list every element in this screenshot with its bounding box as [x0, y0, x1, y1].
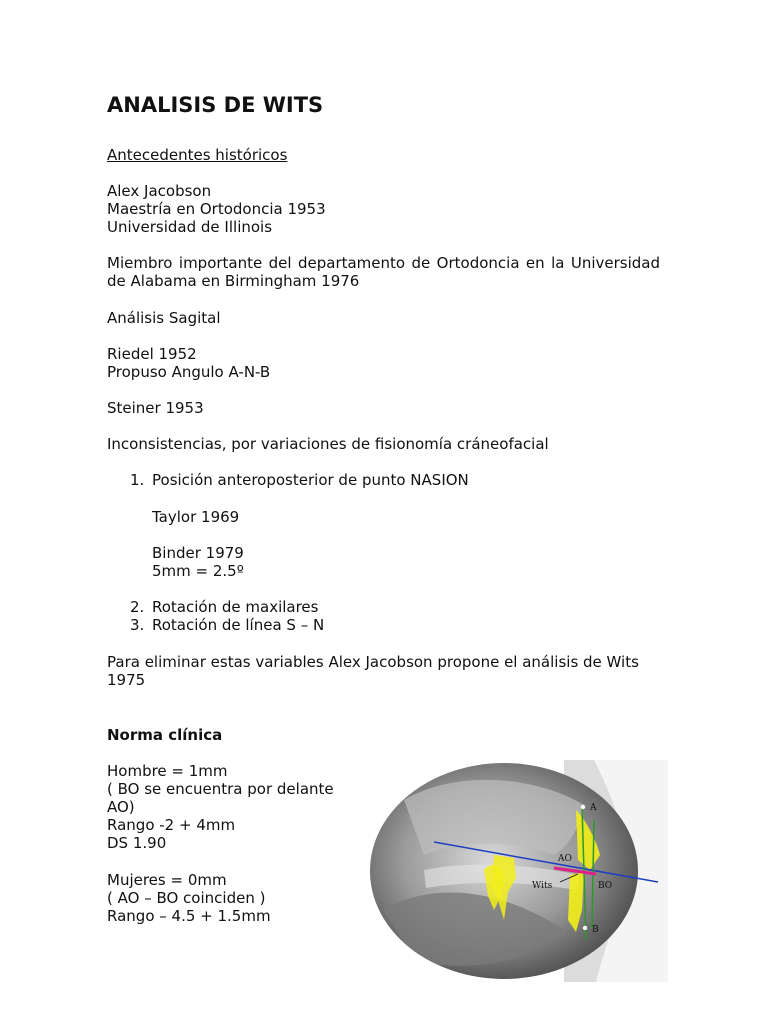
riedel-line2: Propuso Angulo A-N-B — [107, 363, 271, 381]
riedel-line1: Riedel 1952 — [107, 345, 197, 363]
norma-hombre-note1: ( BO se encuentra por delante — [107, 780, 334, 798]
analysis-label: Análisis Sagital — [107, 309, 221, 327]
member-text-line1: Miembro importante del departamento de Ortodoncia en la Universidad — [107, 254, 660, 272]
norma-hombre: Hombre = 1mm — [107, 762, 228, 780]
inconsistencies-line: Inconsistencias, por variaciones de fisionomía cráneofacial — [107, 435, 549, 453]
point-a-dot — [581, 805, 585, 809]
section-heading: Antecedentes históricos — [107, 146, 288, 164]
cephalometric-xray-figure — [364, 760, 668, 982]
norma-hombre-ds: DS 1.90 — [107, 834, 167, 852]
sublist-binder: Binder 1979 — [152, 544, 244, 562]
point-b-dot — [583, 926, 587, 930]
sublist-taylor: Taylor 1969 — [152, 508, 240, 526]
author-name: Alex Jacobson — [107, 182, 212, 200]
list-number-2: 2. — [130, 598, 145, 616]
label-a: A — [590, 803, 597, 813]
list-number-3: 3. — [130, 616, 145, 634]
list-number-1: 1. — [130, 471, 145, 489]
conclusion-line1: Para eliminar estas variables Alex Jacobson propone el análisis de Wits — [107, 653, 639, 671]
label-b: B — [592, 925, 599, 935]
conclusion-line2: 1975 — [107, 671, 146, 689]
author-degree: Maestría en Ortodoncia 1953 — [107, 200, 326, 218]
norma-mujeres: Mujeres = 0mm — [107, 871, 227, 889]
list-item-1: Posición anteroposterior de punto NASION — [152, 471, 469, 489]
member-text-line2: de Alabama en Birmingham 1976 — [107, 272, 360, 290]
list-item-2: Rotación de maxilares — [152, 598, 319, 616]
list-item-3: Rotación de línea S – N — [152, 616, 325, 634]
label-ao: AO — [558, 854, 572, 864]
label-bo: BO — [598, 881, 613, 891]
norma-mujeres-rango: Rango – 4.5 + 1.5mm — [107, 907, 271, 925]
norma-hombre-note2: AO) — [107, 798, 135, 816]
norma-hombre-rango: Rango -2 + 4mm — [107, 816, 236, 834]
norma-mujeres-note: ( AO – BO coinciden ) — [107, 889, 266, 907]
sublist-binder-value: 5mm = 2.5º — [152, 562, 244, 580]
norma-heading: Norma clínica — [107, 726, 223, 744]
steiner-line: Steiner 1953 — [107, 399, 204, 417]
author-university: Universidad de Illinois — [107, 218, 273, 236]
label-wits: Wits — [532, 881, 553, 891]
page-title: ANALISIS DE WITS — [107, 93, 324, 117]
